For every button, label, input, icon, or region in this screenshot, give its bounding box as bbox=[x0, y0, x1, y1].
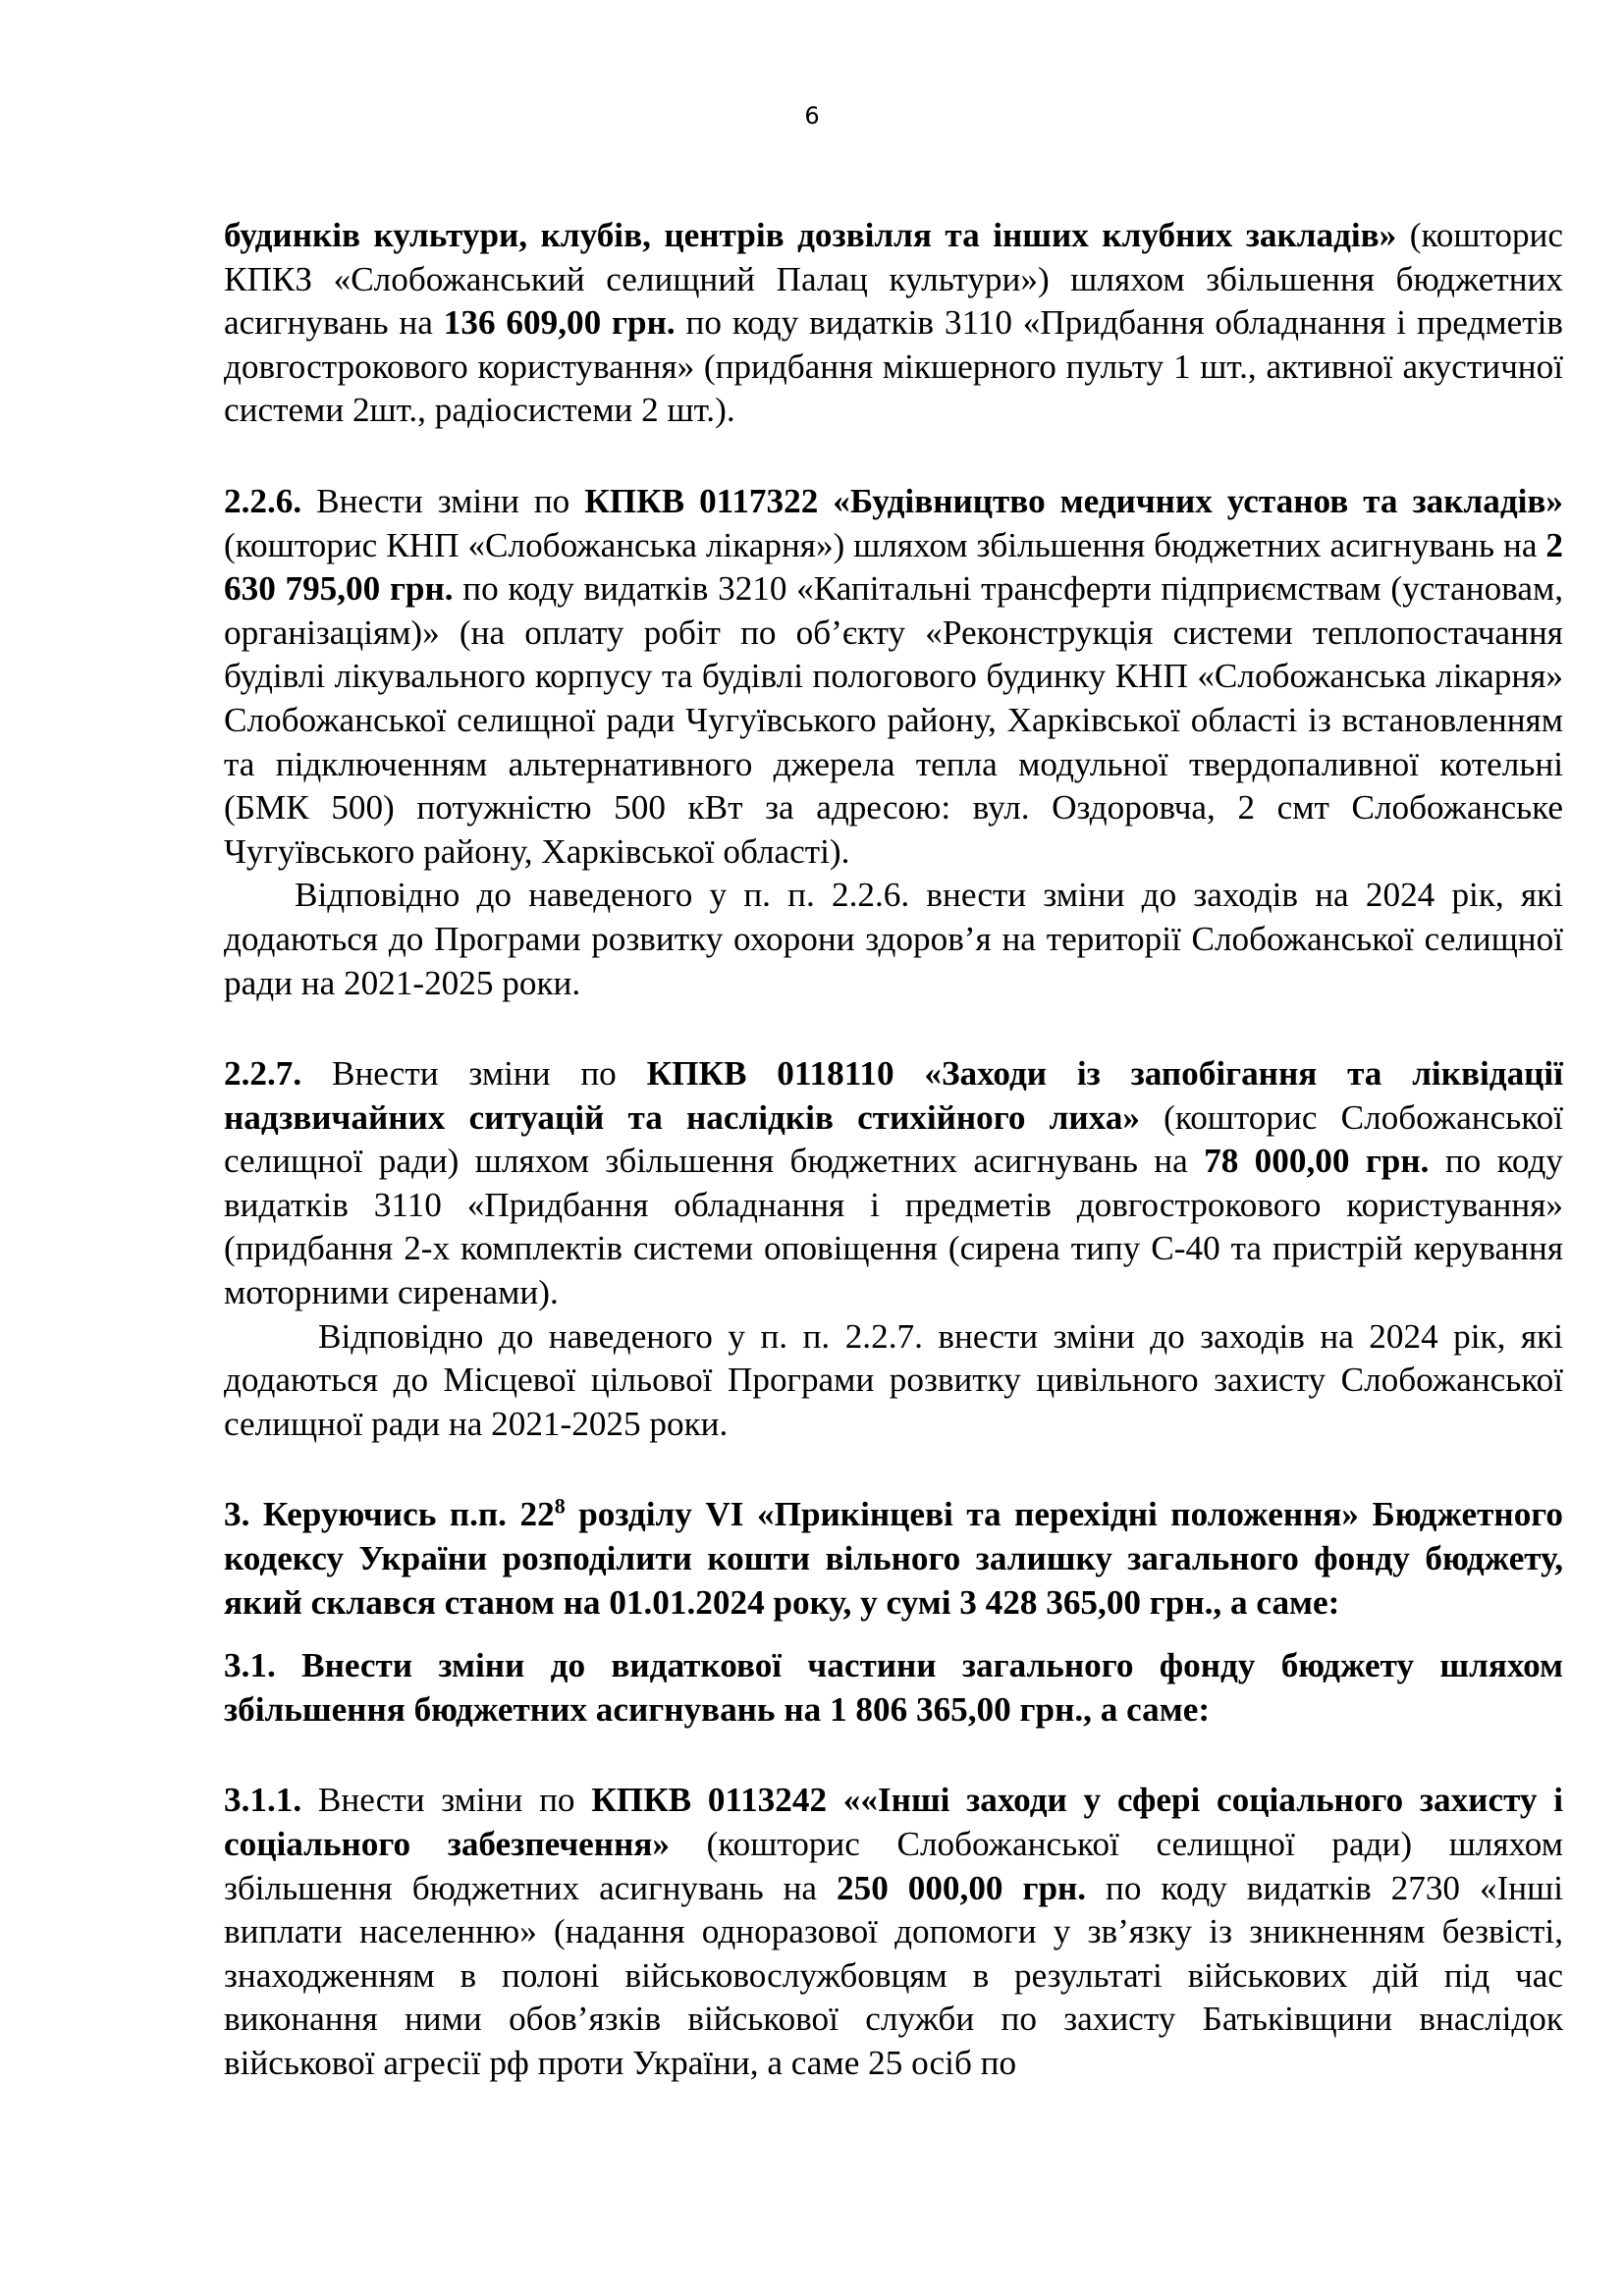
document-body bbox=[224, 214, 1563, 2086]
paragraph-section-3: 3. Керуючись п.п. $22^8$ розділу VI «Прикінцеві та перехідні положення» Бюджетного кодексу України розподілити кошти вільного залишку загального фонду бюджету, який склався станом на 01.01.2024 року, у сумі 3 428 365,00 грн., а саме: bbox=[224, 1493, 1563, 1622]
program-name-bold: будинків культури, клубів, центрів дозвілля та інших клубних закладів» bbox=[224, 216, 1397, 254]
kpkv-bold: КПКВ 0118110 «Заходи із запобігання та ліквідації надзвичайних ситуацій та наслідків стихійного лиха» bbox=[224, 1054, 1563, 1137]
page-number: 6 bbox=[804, 102, 820, 130]
paragraph-2-2-7: 2.2.7. Внести зміни по КПКВ 0118110 «Заходи із запобігання та ліквідації надзвичайних ситуацій та наслідків стихійного лиха» (кошторис Слобожанської селищної ради) шляхом збільшення бюджетних асигнувань на 78 000,00 грн. по коду видатків 3110 «Придбання обладнання і предметів довгострокового користування» (придбання 2-х комплектів системи оповіщення (сирена типу С-40 та пристрій керування моторними сиренами). bbox=[224, 1054, 1563, 1312]
amount-bold: 2 630 795,00 грн. bbox=[224, 525, 1563, 609]
paragraph-2-2-6-program: Відповідно до наведеного у п. п. 2.2.6. внести зміни до заходів на 2024 рік, які додаються до Програми розвитку охорони здоров’я на території Слобожанської селищної ради на 2021-2025 роки. bbox=[224, 876, 1563, 1002]
superscript: 8 bbox=[554, 1493, 566, 1519]
paragraph-2-2-6: 2.2.6. Внести зміни по КПКВ 0117322 «Будівництво медичних установ та закладів» (кошторис КНП «Слобожанська лікарня») шляхом збільшення бюджетних асигнувань на 2 630 795,00 грн. по коду видатків 3210 «Капітальні трансферти підприємствам (установам, організаціям)» (на оплату робіт по об’єкту «Реконструкція системи теплопостачання будівлі лікувального корпусу та будівлі пологового будинку КНП «Слобожанська лікарня» Слобожанської селищної ради Чугуївського району, Харківської області із встановленням та підключенням альтернативного джерела тепла модульної твердопаливної котельні (БМК 500) потужністю 500 кВт за адресою: вул. Оздоровча, 2 смт Слобожанське Чугуївського району, Харківської області). bbox=[224, 481, 1564, 871]
paragraph-2-2-7-program: Відповідно до наведеного у п. п. 2.2.7. внести зміни до заходів на 2024 рік, які додаються до Місцевої цільової Програми розвитку цивільного захисту Слобожанської селищної ради на 2021-2025 роки. bbox=[224, 1316, 1563, 1443]
amount-bold: 250 000,00 грн. bbox=[837, 1868, 1087, 1907]
item-number: 3.1.1. bbox=[224, 1781, 302, 1820]
paragraph-3-1: 3.1. Внести зміни до видаткової частини загального фонду бюджету шляхом збільшення бюджетних асигнувань на 1 806 365,00 грн., а саме: bbox=[224, 1646, 1563, 1729]
item-number: 2.2.7. bbox=[224, 1054, 302, 1094]
item-number: 2.2.6. bbox=[224, 481, 302, 520]
kpkv-bold: КПКВ 0113242 ««Інші заходи у сфері соціального захисту і соціального забезпечення» bbox=[224, 1781, 1563, 1863]
amount-bold: 78 000,00 грн. bbox=[1204, 1142, 1430, 1181]
paragraph-culture-continuation: будинків культури, клубів, центрів дозвілля та інших клубних закладів» (кошторис КПКЗ «Слобожанський селищний Палац культури») шляхом збільшення бюджетних асигнувань на 136 609,00 грн. по коду видатків 3110 «Придбання обладнання і предметів довгострокового користування» (придбання мікшерного пульту 1 шт., активної акустичної системи 2шт., радіосистеми 2 шт.). bbox=[224, 216, 1564, 430]
amount-bold: 136 609,00 грн. bbox=[443, 303, 676, 343]
paragraph-3-1-1: 3.1.1. Внести зміни по КПКВ 0113242 ««Інші заходи у сфері соціального захисту і соціального забезпечення» (кошторис Слобожанської селищної ради) шляхом збільшення бюджетних асигнувань на 250 000,00 грн. по коду видатків 2730 «Інші виплати населенню» (надання одноразової допомоги у зв’язку із зникненням безвісті, знаходженням в полоні військовослужбовцям в результаті військових дій під час виконання ними обов’язків військової служби по захисту Батьківщини внаслідок військової агресії рф проти України, а саме 25 осіб по bbox=[224, 1781, 1563, 2082]
kpkv-bold: КПКВ 0117322 «Будівництво медичних установ та закладів» bbox=[584, 481, 1564, 520]
